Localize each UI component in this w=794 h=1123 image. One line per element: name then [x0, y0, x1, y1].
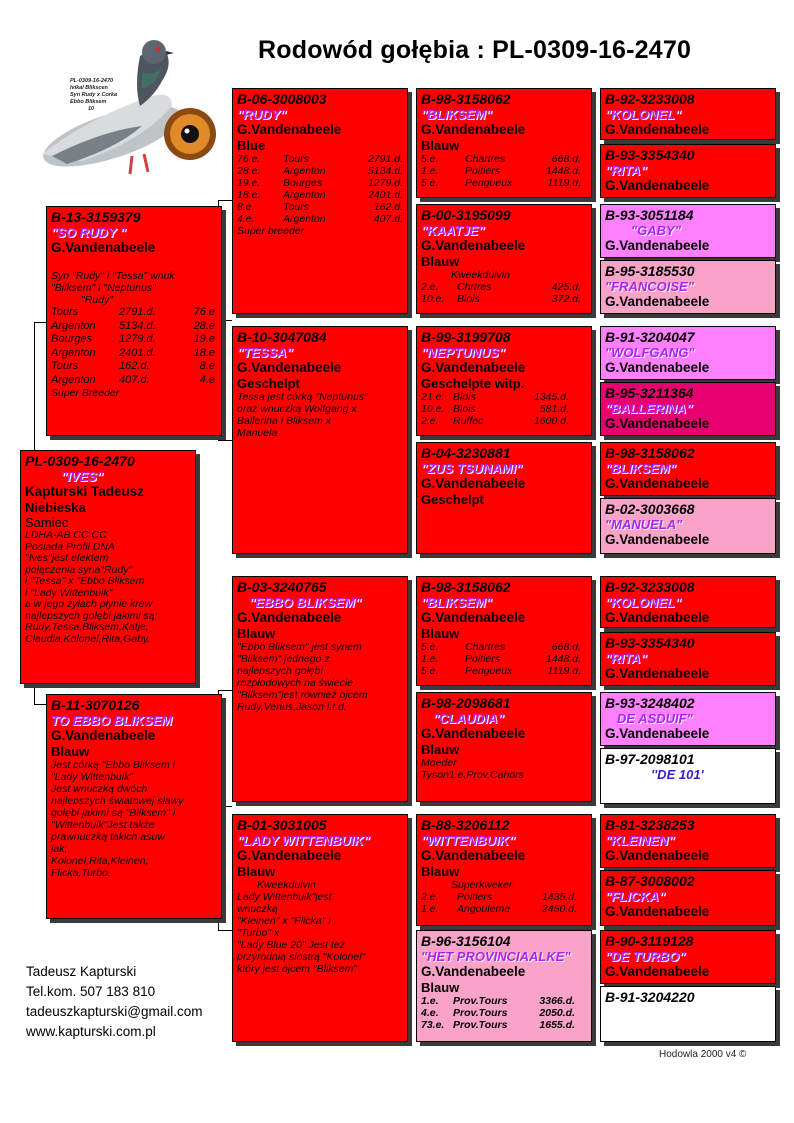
pigeon-logo	[22, 36, 222, 186]
father-footer: Super Breeder	[51, 387, 120, 399]
pigeon-name: "FLICKA"	[605, 889, 665, 904]
ring-number: B-98-3158062	[421, 91, 511, 107]
ring-number: B-93-3354340	[605, 635, 695, 651]
pigeon-name: "FRANCOISE"	[605, 279, 694, 294]
great-grandparent-card	[416, 576, 592, 686]
subject-color: Niebieska	[25, 500, 86, 515]
pigeon-color: Blauw	[421, 980, 460, 995]
note-line: Flicka,Turbo.	[51, 867, 111, 879]
ancestor-card	[600, 498, 776, 554]
breeder-name: G.Vandenabeele	[605, 476, 710, 491]
result-row: 10.e. Blois 372.d.	[421, 293, 581, 305]
pigeon-name: "KLEINEN"	[605, 833, 675, 848]
contact-name: Tadeusz Kapturski	[26, 964, 137, 979]
pigeon-color: Geschelpte witp.	[421, 376, 525, 391]
result-row: 1.e. Prov.Tours 3366.d.	[421, 995, 575, 1007]
grandparent-card	[232, 88, 408, 314]
pigeon-color: Geschelpt	[421, 492, 484, 507]
pigeon-color: Blue	[237, 138, 266, 153]
results	[421, 153, 587, 189]
ring-number: B-93-3051184	[605, 207, 694, 223]
pigeon-name: "KAATJE"	[421, 223, 485, 238]
ring-number: B-92-3233008	[605, 579, 695, 595]
note-line: Kolonel,Rita,Kleinen,	[51, 855, 149, 867]
ring-number: B-81-3238253	[605, 817, 695, 833]
ring-number: B-03-3240765	[237, 579, 327, 595]
results	[421, 995, 587, 1031]
note-line: "Kleinen" x "Flicka" i	[237, 915, 331, 927]
result-row: 28.e. Argenton 5134.d.	[237, 165, 403, 177]
result-row: 1.e. Poitiers 1448.d.	[421, 653, 581, 665]
footer-credit: Hodowla 2000 v4 ©	[659, 1049, 747, 1060]
result-row: 5.e. Chartres 668.d.	[421, 641, 581, 653]
result-row: 2.e. Poitiers 1435.d.	[421, 891, 577, 903]
breeder-name: G.Vandenabeele	[421, 848, 526, 863]
contact-block	[26, 962, 203, 1042]
pigeon-name: DE ASDUIF"	[617, 711, 693, 726]
ring-number: B-91-3204220	[605, 989, 695, 1005]
note-line: Moeder	[421, 757, 457, 769]
pigeon-name: "RITA"	[605, 163, 647, 178]
result-row: 5.e. Perigueux 1119.d.	[421, 665, 581, 677]
result-row: 2.e. Chrtres 425.d.	[421, 281, 581, 293]
note-line: Lady Wittenbuik"jest	[237, 891, 332, 903]
logo-line: Ivikal Blikscen	[70, 85, 108, 91]
result-row: 1.e. Angouleme 2450.d.	[421, 903, 577, 915]
ancestor-card	[600, 144, 776, 198]
subject-card	[20, 450, 196, 684]
note-line: oraz wnuczką Wolfgang x	[237, 403, 357, 415]
subject-ring: PL-0309-16-2470	[25, 453, 135, 469]
ring-number: B-99-3199708	[421, 329, 511, 345]
note-line: Rudy,Venus,Jason i.t.d.	[237, 701, 347, 713]
breeder-name: G.Vandenabeele	[605, 416, 710, 431]
ring-number: B-98-3158062	[605, 445, 695, 461]
father-breeder: G.Vandenabeele	[51, 240, 156, 255]
note-line: Ballerina i Bliksem x	[237, 415, 331, 427]
note-line: i "Tessa" x "Ebbo Bliksem	[25, 575, 145, 587]
note-line: "Wittenbuik"Jest także	[51, 819, 155, 831]
note-line: prawnuczką takich asuw	[51, 831, 165, 843]
great-grandparent-card	[416, 204, 592, 314]
ancestor-card	[600, 326, 776, 380]
note-line: Tyson1.e.Prov.Cahors	[421, 769, 524, 781]
pigeon-name: "LADY WITTENBUIK"	[237, 833, 370, 848]
breeder-name: G.Vandenabeele	[605, 964, 710, 979]
note-line: najlepszych gołębi jakimi są;	[25, 609, 158, 622]
ancestor-card	[600, 692, 776, 746]
pigeon-color: Blauw	[421, 138, 460, 153]
note-line: Syn "Rudy" i "Tessa" wnuk	[51, 270, 175, 282]
note-line: "Ives"jest efektem	[25, 552, 109, 564]
ancestor-card	[600, 88, 776, 140]
mother-name: TO EBBO BLIKSEM	[51, 713, 173, 728]
father-results	[51, 306, 217, 387]
ring-number: B-10-3047084	[237, 329, 327, 345]
connector-line	[218, 690, 232, 691]
ring-number: B-90-3119128	[605, 933, 694, 949]
breeder-name: G.Vandenabeele	[605, 610, 710, 625]
breeder-name: G.Vandenabeele	[605, 122, 710, 137]
breeder-name: G.Vandenabeele	[605, 360, 710, 375]
breeder-name: G.Vandenabeele	[605, 904, 710, 919]
ring-number: B-97-2098101	[605, 751, 695, 767]
breeder-name: G.Vandenabeele	[605, 848, 710, 863]
note-line: gołębi jakimi są "Bliksem" i	[51, 807, 176, 819]
great-grandparent-card	[416, 326, 592, 436]
pigeon-name: "KOLONEL"	[605, 107, 681, 122]
pigeon-name: "ZUS TSUNAMI"	[421, 461, 523, 476]
ancestor-card	[600, 382, 776, 436]
note-line: "Lady Wittenbuik"	[51, 771, 134, 783]
great-grandparent-card	[416, 930, 592, 1042]
pigeon-name: "BALLERINA"	[605, 401, 693, 416]
grandparent-card	[232, 814, 408, 1042]
mother-card	[46, 694, 222, 919]
pigeon-name: "GABY"	[631, 223, 681, 238]
pigeon-color: Blauw	[237, 626, 276, 641]
result-row: 21.e. Blois 1345.d.	[421, 391, 569, 403]
breeder-name: G.Vandenabeele	[421, 726, 526, 741]
logo-caption	[70, 78, 117, 113]
note-line: najlepszych gołębi	[237, 665, 323, 677]
pigeon-name: ''DE 101'	[651, 767, 704, 782]
results	[421, 891, 587, 915]
pigeon-color: Blauw	[421, 864, 460, 879]
results	[421, 641, 587, 677]
great-grandparent-card	[416, 692, 592, 802]
connector-line	[218, 930, 232, 931]
breeder-name: G.Vandenabeele	[237, 360, 342, 375]
pigeon-icon	[22, 36, 222, 186]
result-row: 4.e. Prov.Tours 2050.d.	[421, 1007, 575, 1019]
breeder-name: G.Vandenabeele	[421, 122, 526, 137]
results	[237, 153, 403, 225]
ancestor-card	[600, 260, 776, 314]
breeder-name: G.Vandenabeele	[605, 726, 710, 741]
great-grandparent-card	[416, 814, 592, 926]
note-line: Kweekduivin	[257, 879, 316, 891]
pigeon-name: "NEPTUNUS"	[421, 345, 505, 360]
ring-number: B-95-3185530	[605, 263, 695, 279]
ancestor-card	[600, 930, 776, 984]
note-line: Tessa jest córką "Neptunus"	[237, 391, 368, 403]
result-row: Tours 162.d. 8.e	[51, 360, 215, 372]
ancestor-card	[600, 814, 776, 868]
breeder-name: G.Vandenabeele	[421, 476, 526, 491]
result-row: Argenton 2401.d. 18.e	[51, 346, 215, 359]
result-row: 73.e. Prov.Tours 1655.d.	[421, 1019, 575, 1031]
result-row: 18.e. Argenton 2401.d.	[237, 189, 403, 201]
contact-website[interactable]: www.kapturski.com.pl	[26, 1024, 156, 1039]
mother-ring: B-11-3070126	[51, 697, 140, 713]
pigeon-name: "KOLONEL"	[605, 595, 681, 610]
pigeon-color: Blauw	[421, 742, 460, 757]
ring-number: B-93-3354340	[605, 147, 695, 163]
great-grandparent-card	[416, 88, 592, 198]
result-row: 10.e. Blois 581.d.	[421, 403, 569, 415]
father-name: "SO RUDY "	[51, 225, 126, 240]
ring-number: B-93-3248402	[605, 695, 695, 711]
father-ring: B-13-3159379	[51, 209, 141, 225]
note-line: LDHA-AB CC CC	[25, 529, 107, 541]
pigeon-name: "MANUELA"	[605, 517, 683, 532]
note-line: Manuela	[237, 427, 278, 439]
connector-line	[218, 200, 232, 201]
pigeon-subtitle: Kweekduivin	[451, 269, 510, 281]
connector-line	[34, 322, 46, 323]
breeder-name: G.Vandenabeele	[237, 122, 342, 137]
pigeon-name: "EBBO BLIKSEM"	[249, 595, 361, 610]
mother-breeder: G.Vandenabeele	[51, 728, 156, 743]
note-line: "Rudy"	[81, 294, 113, 306]
subject-sex: Samiec	[25, 515, 69, 530]
ring-number: B-01-3031005	[237, 817, 327, 833]
note-line: a w jego żyłach płynie krew	[25, 598, 153, 610]
logo-line: Ebbo Bliksem	[70, 99, 107, 105]
note-line: wnuczką	[237, 903, 278, 915]
pigeon-color: Geschelpt	[237, 376, 300, 391]
pigeon-footer-note: Super breeder	[237, 225, 305, 237]
ring-number: B-02-3003668	[605, 501, 695, 517]
result-row: 8.e. Tours 162.d.	[237, 201, 403, 213]
pigeon-color: Blauw	[237, 864, 276, 879]
father-card	[46, 206, 222, 436]
result-row: 2.e. Ruffec 1600.d.	[421, 415, 569, 427]
note-line: Jest wnuczką dwóch	[51, 783, 148, 795]
results	[421, 391, 587, 427]
result-row: Tours 2791.d. 76.e	[51, 306, 215, 318]
breeder-name: G.Vandenabeele	[421, 610, 526, 625]
note-line: "Bliksem" i "Neptunus"	[51, 282, 156, 294]
breeder-name: G.Vandenabeele	[605, 666, 710, 681]
ring-number: B-95-3211364	[605, 385, 694, 401]
ring-number: B-88-3206112	[421, 817, 510, 833]
ring-number: B-91-3204047	[605, 329, 695, 345]
contact-email[interactable]: tadeuszkapturski@gmail.com	[26, 1004, 203, 1019]
ancestor-card	[600, 442, 776, 496]
subject-name: "IVES"	[61, 469, 103, 484]
result-row: Bourges 1279.d. 19.e	[51, 333, 215, 345]
note-line: "Ebbo Bliksem" jest synem	[237, 641, 362, 653]
note-line: Posiada Profil DNA	[25, 540, 115, 553]
logo-line: Syn Rudy x Corka	[70, 92, 118, 98]
ring-number: B-92-3233008	[605, 91, 695, 107]
result-row: 19.e. Bourges 1279.d.	[237, 177, 403, 189]
ancestor-card	[600, 632, 776, 686]
ring-number: B-96-3156104	[421, 933, 511, 949]
breeder-name: G.Vandenabeele	[421, 964, 526, 979]
ancestor-card	[600, 204, 776, 258]
pigeon-color: Blauw	[421, 254, 460, 269]
mother-color: Blauw	[51, 744, 90, 759]
pigeon-color: Blauw	[421, 626, 460, 641]
great-grandparent-card	[416, 442, 592, 554]
ring-number: B-98-2098681	[421, 695, 511, 711]
pigeon-name: "RUDY"	[237, 107, 287, 122]
pigeon-name: "WITTENBUIK"	[421, 833, 515, 848]
note-line: rozpłodowych na świecie	[237, 677, 354, 689]
result-row: 1.e. Poitiers 1448.d.	[421, 165, 581, 177]
note-line: i "Lady Wittenbuik"	[25, 586, 113, 599]
connector-line	[34, 704, 46, 705]
contact-phone: Tel.kom. 507 183 810	[26, 984, 156, 999]
ancestor-card	[600, 986, 776, 1042]
note-line: przyrodnią siostrą "Kolonel"	[237, 951, 366, 963]
grandparent-card	[232, 326, 408, 554]
pigeon-name: "TESSA"	[237, 345, 293, 360]
note-line: który jest ojcem "Bliksem"	[237, 963, 358, 975]
note-line: najlepszych światowej sławy	[51, 795, 184, 807]
breeder-name: G.Vandenabeele	[605, 178, 710, 193]
ring-number: B-00-3195099	[421, 207, 511, 223]
note-line: jak;	[51, 843, 68, 855]
result-row: 5.e. Chartres 668.d.	[421, 153, 581, 165]
pigeon-name: "BLIKSEM"	[421, 107, 492, 122]
connector-line	[218, 440, 232, 441]
ring-number: B-87-3008002	[605, 873, 695, 889]
pigeon-name: "WOLFGANG"	[605, 345, 695, 360]
pigeon-name: "RITA"	[605, 651, 647, 666]
breeder-name: G.Vandenabeele	[237, 610, 342, 625]
pigeon-subtitle: Superkweker	[451, 879, 513, 891]
note-line: "Bliksem"jest również ojcem	[237, 689, 368, 701]
ancestor-card	[600, 748, 776, 804]
note-line: połączenia syna"Rudy"	[25, 563, 133, 576]
results	[421, 281, 587, 305]
note-line: "Bliksem" jednego z	[237, 653, 330, 665]
breeder-name: G.Vandenabeele	[237, 848, 342, 863]
breeder-name: G.Vandenabeele	[421, 238, 526, 253]
result-row: Argenton 407.d. 4.e	[51, 373, 215, 386]
note-line: "Lady Blue 20".Jest też	[237, 939, 345, 951]
ancestor-card	[600, 576, 776, 628]
ancestor-card	[600, 870, 776, 926]
ring-number: B-98-3158062	[421, 579, 511, 595]
note-line: Claudia,Kolonel,Rita,Gaby.	[25, 632, 151, 645]
logo-line: PL-0309-16-2470	[70, 78, 114, 84]
page-title: Rodowód gołębia : PL-0309-16-2470	[258, 36, 692, 64]
note-line: "Turbo" x	[237, 927, 280, 939]
result-row: 5.e. Perigueux 1119.d.	[421, 177, 581, 189]
pigeon-name: "HET PROVINCIAALKE"	[421, 949, 571, 964]
subject-owner: Kapturski Tadeusz	[25, 484, 145, 499]
note-line: Jest córką "Ebbo Bliksem i	[51, 759, 175, 771]
breeder-name: G.Vandenabeele	[605, 294, 710, 309]
logo-line: 10	[88, 106, 95, 112]
result-row: Argenton 5134.d. 28.e	[51, 319, 215, 332]
pigeon-name: "DE TURBO"	[605, 949, 686, 964]
pigeon-name: "BLIKSEM"	[421, 595, 492, 610]
note-line: Rudy,Tessa,Bliksem,Katje,	[25, 621, 149, 633]
breeder-name: G.Vandenabeele	[605, 532, 710, 547]
breeder-name: G.Vandenabeele	[605, 238, 710, 253]
result-row: 4.e. Argenton 407.d.	[237, 213, 403, 225]
ring-number: B-04-3230881	[421, 445, 511, 461]
result-row: 76.e. Tours 2791.d.	[237, 153, 403, 165]
pigeon-name: "BLIKSEM"	[605, 461, 676, 476]
grandparent-card	[232, 576, 408, 802]
ring-number: B-06-3008003	[237, 91, 327, 107]
pigeon-name: "CLAUDIA"	[433, 711, 504, 726]
breeder-name: G.Vandenabeele	[421, 360, 526, 375]
